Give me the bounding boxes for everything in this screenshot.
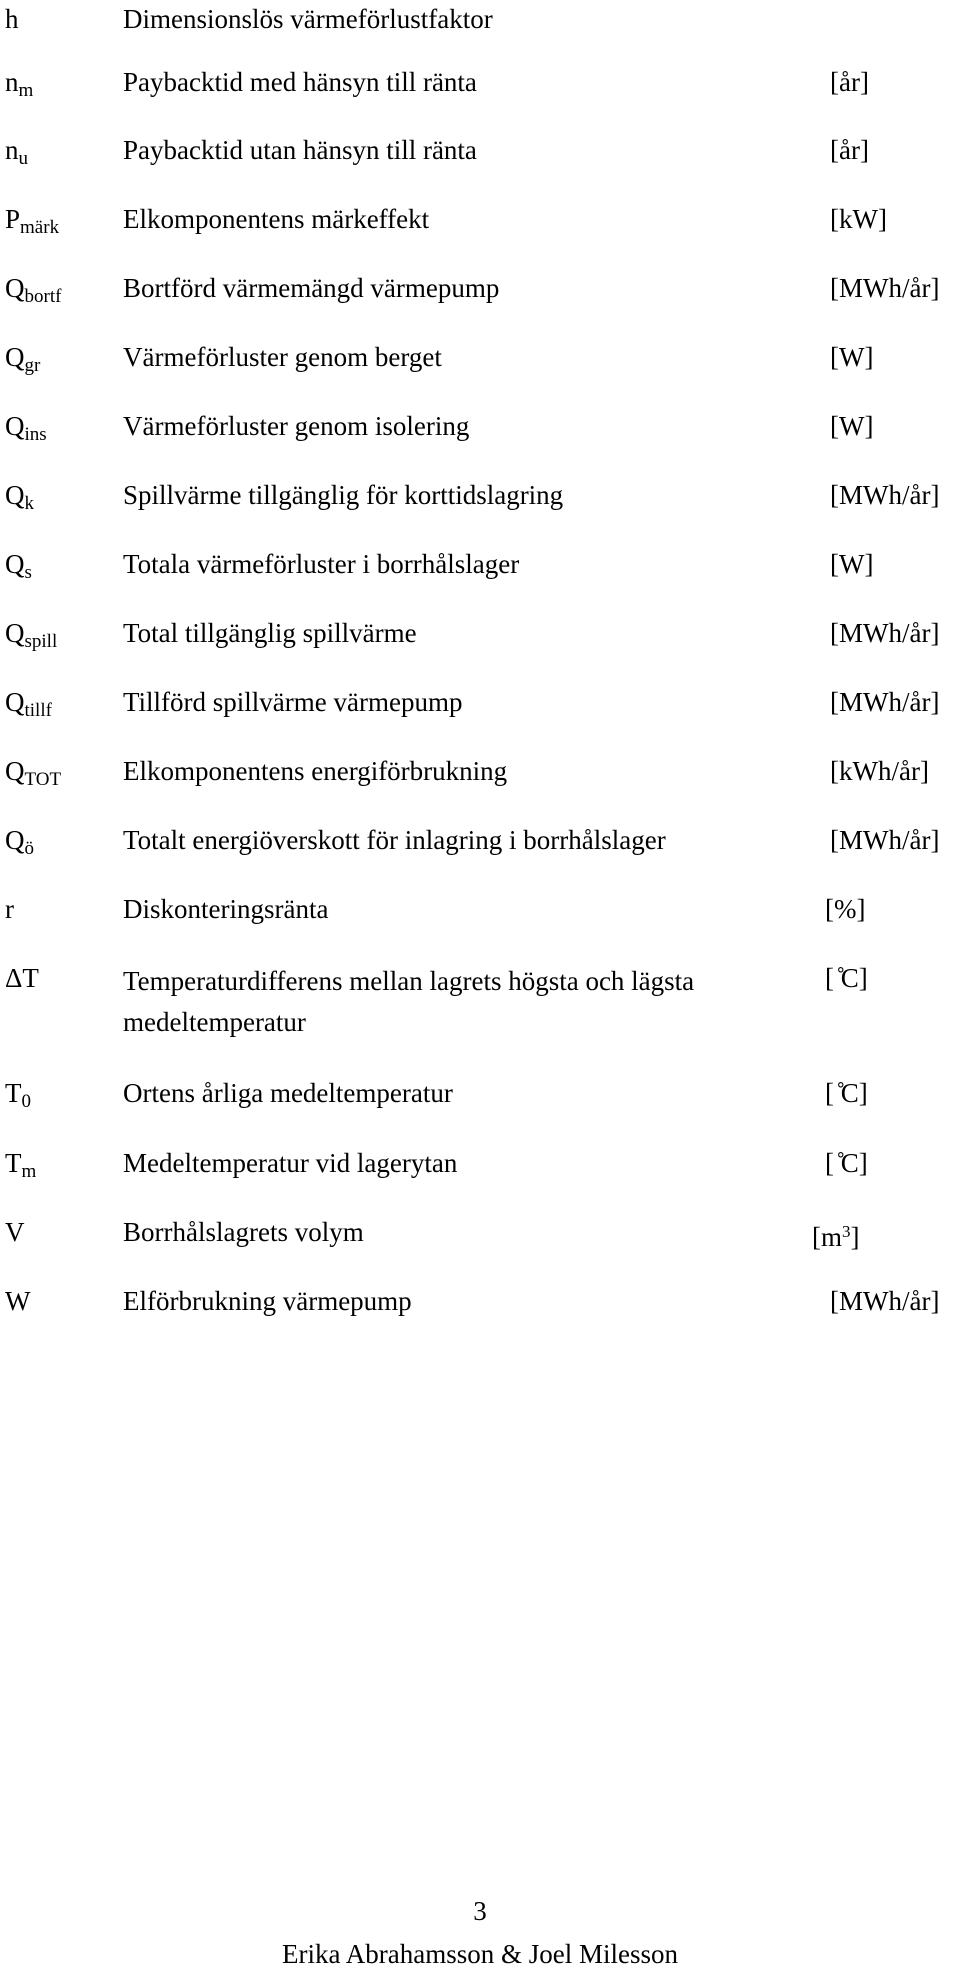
unit: [W] bbox=[830, 411, 874, 441]
description: Elförbrukning värmepump bbox=[123, 1286, 412, 1316]
unit: [MWh/år] bbox=[830, 273, 940, 303]
description: Värmeförluster genom berget bbox=[123, 342, 442, 372]
unit: [MWh/år] bbox=[830, 480, 940, 510]
symbol: $T_m$ bbox=[5, 1148, 37, 1182]
unit: [%] bbox=[825, 894, 866, 924]
symbol: $n_u$ bbox=[5, 135, 28, 169]
description: Temperaturdifferens mellan lagrets högsta och lägsta medeltemperatur bbox=[123, 966, 695, 1037]
unit: [ ̊C] bbox=[825, 1078, 868, 1108]
symbol: $Q_{gr}$ bbox=[5, 342, 41, 376]
symbol: $Q_{ins}$ bbox=[5, 411, 47, 445]
symbol: h bbox=[5, 4, 19, 34]
description: Ortens årliga medeltemperatur bbox=[123, 1078, 453, 1108]
unit: [kWh/år] bbox=[830, 756, 929, 786]
description: Elkomponentens märkeffekt bbox=[123, 204, 430, 234]
unit: [MWh/år] bbox=[830, 687, 940, 717]
symbol: $Q_k$ bbox=[5, 480, 34, 514]
unit: [kW] bbox=[830, 204, 887, 234]
description: Elkomponentens energiförbrukning bbox=[123, 756, 508, 786]
unit: [ ̊C] bbox=[825, 963, 868, 993]
symbol: $Q_{spill}$ bbox=[5, 618, 58, 652]
description: Totalt energiöverskott för inlagring i borrhålslager bbox=[123, 825, 666, 855]
description: Total tillgänglig spillvärme bbox=[123, 618, 417, 648]
unit: [MWh/år] bbox=[830, 618, 940, 648]
symbol: $P_{märk}$ bbox=[5, 204, 60, 238]
unit: [MWh/år] bbox=[830, 825, 940, 855]
symbol: $Q_{bortf}$ bbox=[5, 273, 62, 307]
description: Paybacktid med hänsyn till ränta bbox=[123, 67, 477, 97]
description: Värmeförluster genom isolering bbox=[123, 411, 470, 441]
description: Diskonteringsränta bbox=[123, 894, 329, 924]
symbol: ΔT bbox=[5, 963, 39, 993]
symbol: $Q_{TOT}$ bbox=[5, 756, 62, 790]
unit: [W] bbox=[830, 549, 874, 579]
description: Totala värmeförluster i borrhålslager bbox=[123, 549, 520, 579]
symbol: V bbox=[5, 1217, 25, 1247]
description: Medeltemperatur vid lagerytan bbox=[123, 1148, 458, 1178]
description: Tillförd spillvärme värmepump bbox=[123, 687, 463, 717]
unit: [W] bbox=[830, 342, 874, 372]
footer-authors: Erika Abrahamsson & Joel Milesson bbox=[282, 1939, 678, 1969]
symbol: $Q_ö$ bbox=[5, 825, 34, 859]
description: Paybacktid utan hänsyn till ränta bbox=[123, 135, 477, 165]
description: Spillvärme tillgänglig för korttidslagring bbox=[123, 480, 564, 510]
symbol: r bbox=[5, 894, 14, 924]
symbol: W bbox=[5, 1286, 31, 1316]
unit: [MWh/år] bbox=[830, 1286, 940, 1316]
unit: [ ̊C] bbox=[825, 1148, 868, 1178]
description: Borrhålslagrets volym bbox=[123, 1217, 364, 1247]
description: Bortförd värmemängd värmepump bbox=[123, 273, 500, 303]
symbol: $n_m$ bbox=[5, 67, 34, 101]
symbol: $Q_s$ bbox=[5, 549, 32, 583]
page-number: 3 bbox=[473, 1896, 487, 1926]
unit: [år] bbox=[830, 135, 869, 165]
unit: [år] bbox=[830, 67, 869, 97]
description: Dimensionslös värmeförlustfaktor bbox=[123, 4, 493, 34]
unit: $[m^3]$ bbox=[812, 1222, 860, 1252]
symbol: $T_0$ bbox=[5, 1078, 31, 1112]
symbol: $Q_{tillf}$ bbox=[5, 687, 52, 721]
